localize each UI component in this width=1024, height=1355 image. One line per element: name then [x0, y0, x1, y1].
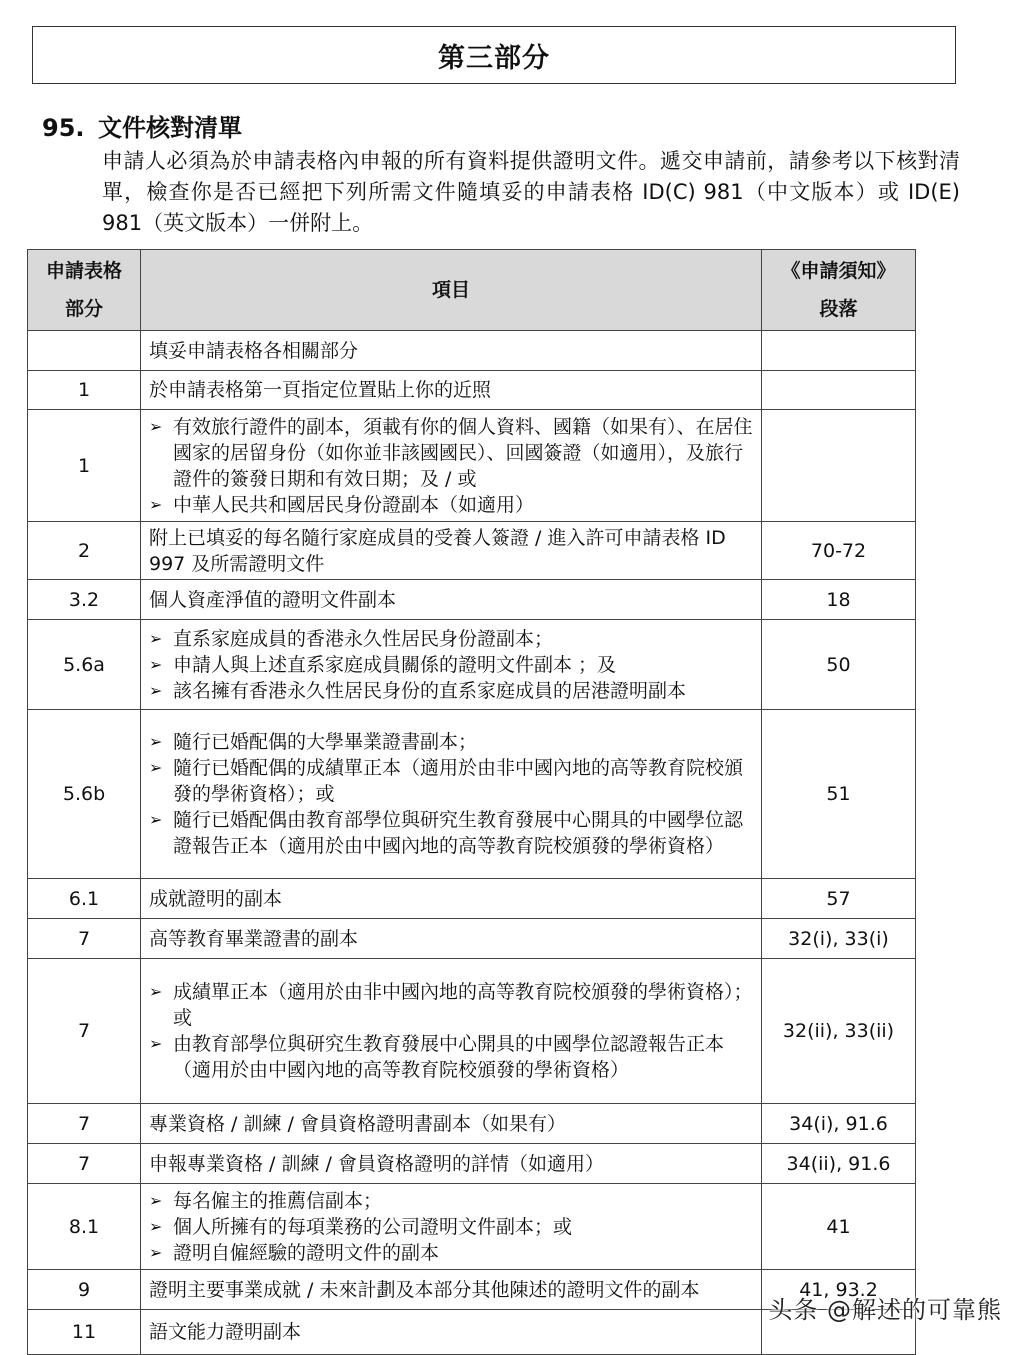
row-paragraph: 70-72	[762, 522, 916, 580]
table-row	[28, 1144, 916, 1184]
row-section: 7	[28, 919, 141, 959]
bullet-text: 由教育部學位與研究生教育發展中心開具的中國學位認證報告正本（適用於由中國內地的高等教育院校頒發的學術資格）	[173, 1033, 725, 1081]
row-item	[141, 1184, 762, 1270]
row-paragraph: 34(i), 91.6	[762, 1104, 916, 1144]
document-checklist-table	[27, 249, 916, 1355]
part-heading: 第三部分	[438, 42, 550, 74]
watermark: 头条 @解述的可靠熊	[768, 1296, 1002, 1324]
bullet-item	[149, 1214, 753, 1240]
row-paragraph: 50	[762, 620, 916, 710]
bullet-text: 個人所擁有的每項業務的公司證明文件副本；或	[173, 1215, 573, 1238]
bullet-item	[149, 807, 753, 859]
table-header-row	[28, 250, 916, 331]
row-paragraph	[762, 371, 916, 410]
table-row	[28, 410, 916, 522]
section-intro: 申請人必須為於申請表格內申報的所有資料提供證明文件。遞交申請前，請參考以下核對清單，檢查你是否已經把下列所需文件隨填妥的申請表格 ID(C) 981（中文版本）或 ID(E) 981（英文版本）一併附上。	[102, 149, 960, 235]
row-item: 個人資產淨值的證明文件副本	[141, 580, 762, 620]
table-row	[28, 620, 916, 710]
table-row	[28, 331, 916, 371]
section-title-text: 文件核對清單	[98, 114, 242, 142]
row-paragraph: 41	[762, 1184, 916, 1270]
row-section: 5.6b	[28, 710, 141, 879]
row-section: 8.1	[28, 1184, 141, 1270]
bullet-text: 隨行已婚配偶由教育部學位與研究生教育發展中心開具的中國學位認證報告正本（適用於由中國內地的高等教育院校頒發的學術資格）	[173, 809, 744, 857]
bullet-item	[149, 1240, 753, 1266]
arrow-bullet-icon: ➢	[149, 810, 163, 829]
bullet-text: 中華人民共和國居民身份證副本（如適用）	[173, 493, 535, 516]
bullet-list	[149, 1188, 753, 1266]
arrow-bullet-icon: ➢	[149, 1216, 163, 1236]
bullet-text: 該名擁有香港永久性居民身份的直系家庭成員的居港證明副本	[173, 679, 687, 702]
arrow-bullet-icon: ➢	[149, 732, 163, 751]
row-paragraph: 32(ii), 33(ii)	[762, 959, 916, 1104]
bullet-item	[149, 652, 753, 678]
arrow-bullet-icon: ➢	[149, 758, 163, 777]
row-paragraph	[762, 410, 916, 522]
row-item: 成就證明的副本	[141, 879, 762, 919]
row-item: 附上已填妥的每名隨行家庭成員的受養人簽證 / 進入許可申請表格 ID 997 及所需證明文件	[141, 522, 762, 580]
header-paragraph: 《申請須知》 段落	[762, 250, 916, 331]
arrow-bullet-icon: ➢	[149, 628, 163, 648]
row-item	[141, 410, 762, 522]
row-section: 7	[28, 1104, 141, 1144]
header-item: 項目	[141, 250, 762, 331]
row-section: 9	[28, 1270, 141, 1310]
table-row	[28, 879, 916, 919]
table-row	[28, 522, 916, 580]
row-item: 證明主要事業成就 / 未來計劃及本部分其他陳述的證明文件的副本	[141, 1270, 762, 1310]
bullet-list	[149, 979, 753, 1083]
bullet-item	[149, 729, 753, 755]
arrow-bullet-icon: ➢	[149, 494, 163, 514]
part-heading-box	[32, 26, 956, 84]
row-item: 填妥申請表格各相關部分	[141, 331, 762, 371]
bullet-text: 成績單正本（適用於由非中國內地的高等教育院校頒發的學術資格）；或	[173, 981, 753, 1029]
table-row	[28, 919, 916, 959]
arrow-bullet-icon: ➢	[149, 416, 163, 436]
table-row	[28, 371, 916, 410]
arrow-bullet-icon: ➢	[149, 1190, 163, 1210]
row-paragraph: 41, 93.2	[762, 1270, 916, 1310]
row-section	[28, 331, 141, 371]
row-paragraph: 32(i), 33(i)	[762, 919, 916, 959]
bullet-item	[149, 492, 753, 518]
row-section: 6.1	[28, 879, 141, 919]
arrow-bullet-icon: ➢	[149, 680, 163, 700]
row-section: 3.2	[28, 580, 141, 620]
bullet-text: 直系家庭成員的香港永久性居民身份證副本；	[173, 627, 554, 650]
bullet-item	[149, 678, 753, 704]
table-body	[28, 331, 916, 1355]
row-section: 7	[28, 959, 141, 1104]
row-item	[141, 710, 762, 879]
table-row	[28, 710, 916, 879]
table-row	[28, 959, 916, 1104]
bullet-item	[149, 1031, 753, 1083]
table-row	[28, 580, 916, 620]
row-section: 11	[28, 1310, 141, 1355]
row-item	[141, 959, 762, 1104]
row-item: 專業資格 / 訓練 / 會員資格證明書副本（如果有）	[141, 1104, 762, 1144]
row-item: 高等教育畢業證書的副本	[141, 919, 762, 959]
row-section: 1	[28, 410, 141, 522]
row-paragraph: 57	[762, 879, 916, 919]
table-row	[28, 1104, 916, 1144]
row-section: 7	[28, 1144, 141, 1184]
row-paragraph: 51	[762, 710, 916, 879]
row-section: 2	[28, 522, 141, 580]
bullet-item	[149, 414, 753, 492]
section-number: 95.	[42, 114, 85, 142]
bullet-text: 申請人與上述直系家庭成員關係的證明文件副本 ；及	[173, 653, 617, 676]
row-item	[141, 620, 762, 710]
table-row	[28, 1184, 916, 1270]
row-item: 語文能力證明副本	[141, 1310, 762, 1355]
arrow-bullet-icon: ➢	[149, 1242, 163, 1262]
row-section: 1	[28, 371, 141, 410]
bullet-text: 隨行已婚配偶的成績單正本（適用於由非中國內地的高等教育院校頒發的學術資格）；或	[173, 757, 744, 805]
row-paragraph: 34(ii), 91.6	[762, 1144, 916, 1184]
arrow-bullet-icon: ➢	[149, 982, 163, 1001]
row-section: 5.6a	[28, 620, 141, 710]
bullet-item	[149, 1188, 753, 1214]
bullet-item	[149, 626, 753, 652]
header-section: 申請表格 部分	[28, 250, 141, 331]
bullet-text: 有效旅行證件的副本，須載有你的個人資料、國籍（如果有）、在居住國家的居留身份（如你並非該國國民）、回國簽證（如適用），及旅行證件的簽發日期和有效日期；及 / 或	[173, 415, 753, 490]
bullet-text: 隨行已婚配偶的大學畢業證書副本；	[173, 731, 478, 753]
bullet-list	[149, 414, 753, 518]
section-title	[42, 108, 242, 143]
row-item: 於申請表格第一頁指定位置貼上你的近照	[141, 371, 762, 410]
bullet-list	[149, 626, 753, 704]
bullet-item	[149, 755, 753, 807]
bullet-list	[149, 729, 753, 859]
bullet-text: 每名僱主的推薦信副本；	[173, 1189, 383, 1212]
bullet-text: 證明自僱經驗的證明文件的副本	[173, 1241, 440, 1264]
arrow-bullet-icon: ➢	[149, 654, 163, 674]
row-paragraph	[762, 331, 916, 371]
bullet-item	[149, 979, 753, 1031]
row-item: 申報專業資格 / 訓練 / 會員資格證明的詳情（如適用）	[141, 1144, 762, 1184]
arrow-bullet-icon: ➢	[149, 1034, 163, 1053]
row-paragraph: 18	[762, 580, 916, 620]
